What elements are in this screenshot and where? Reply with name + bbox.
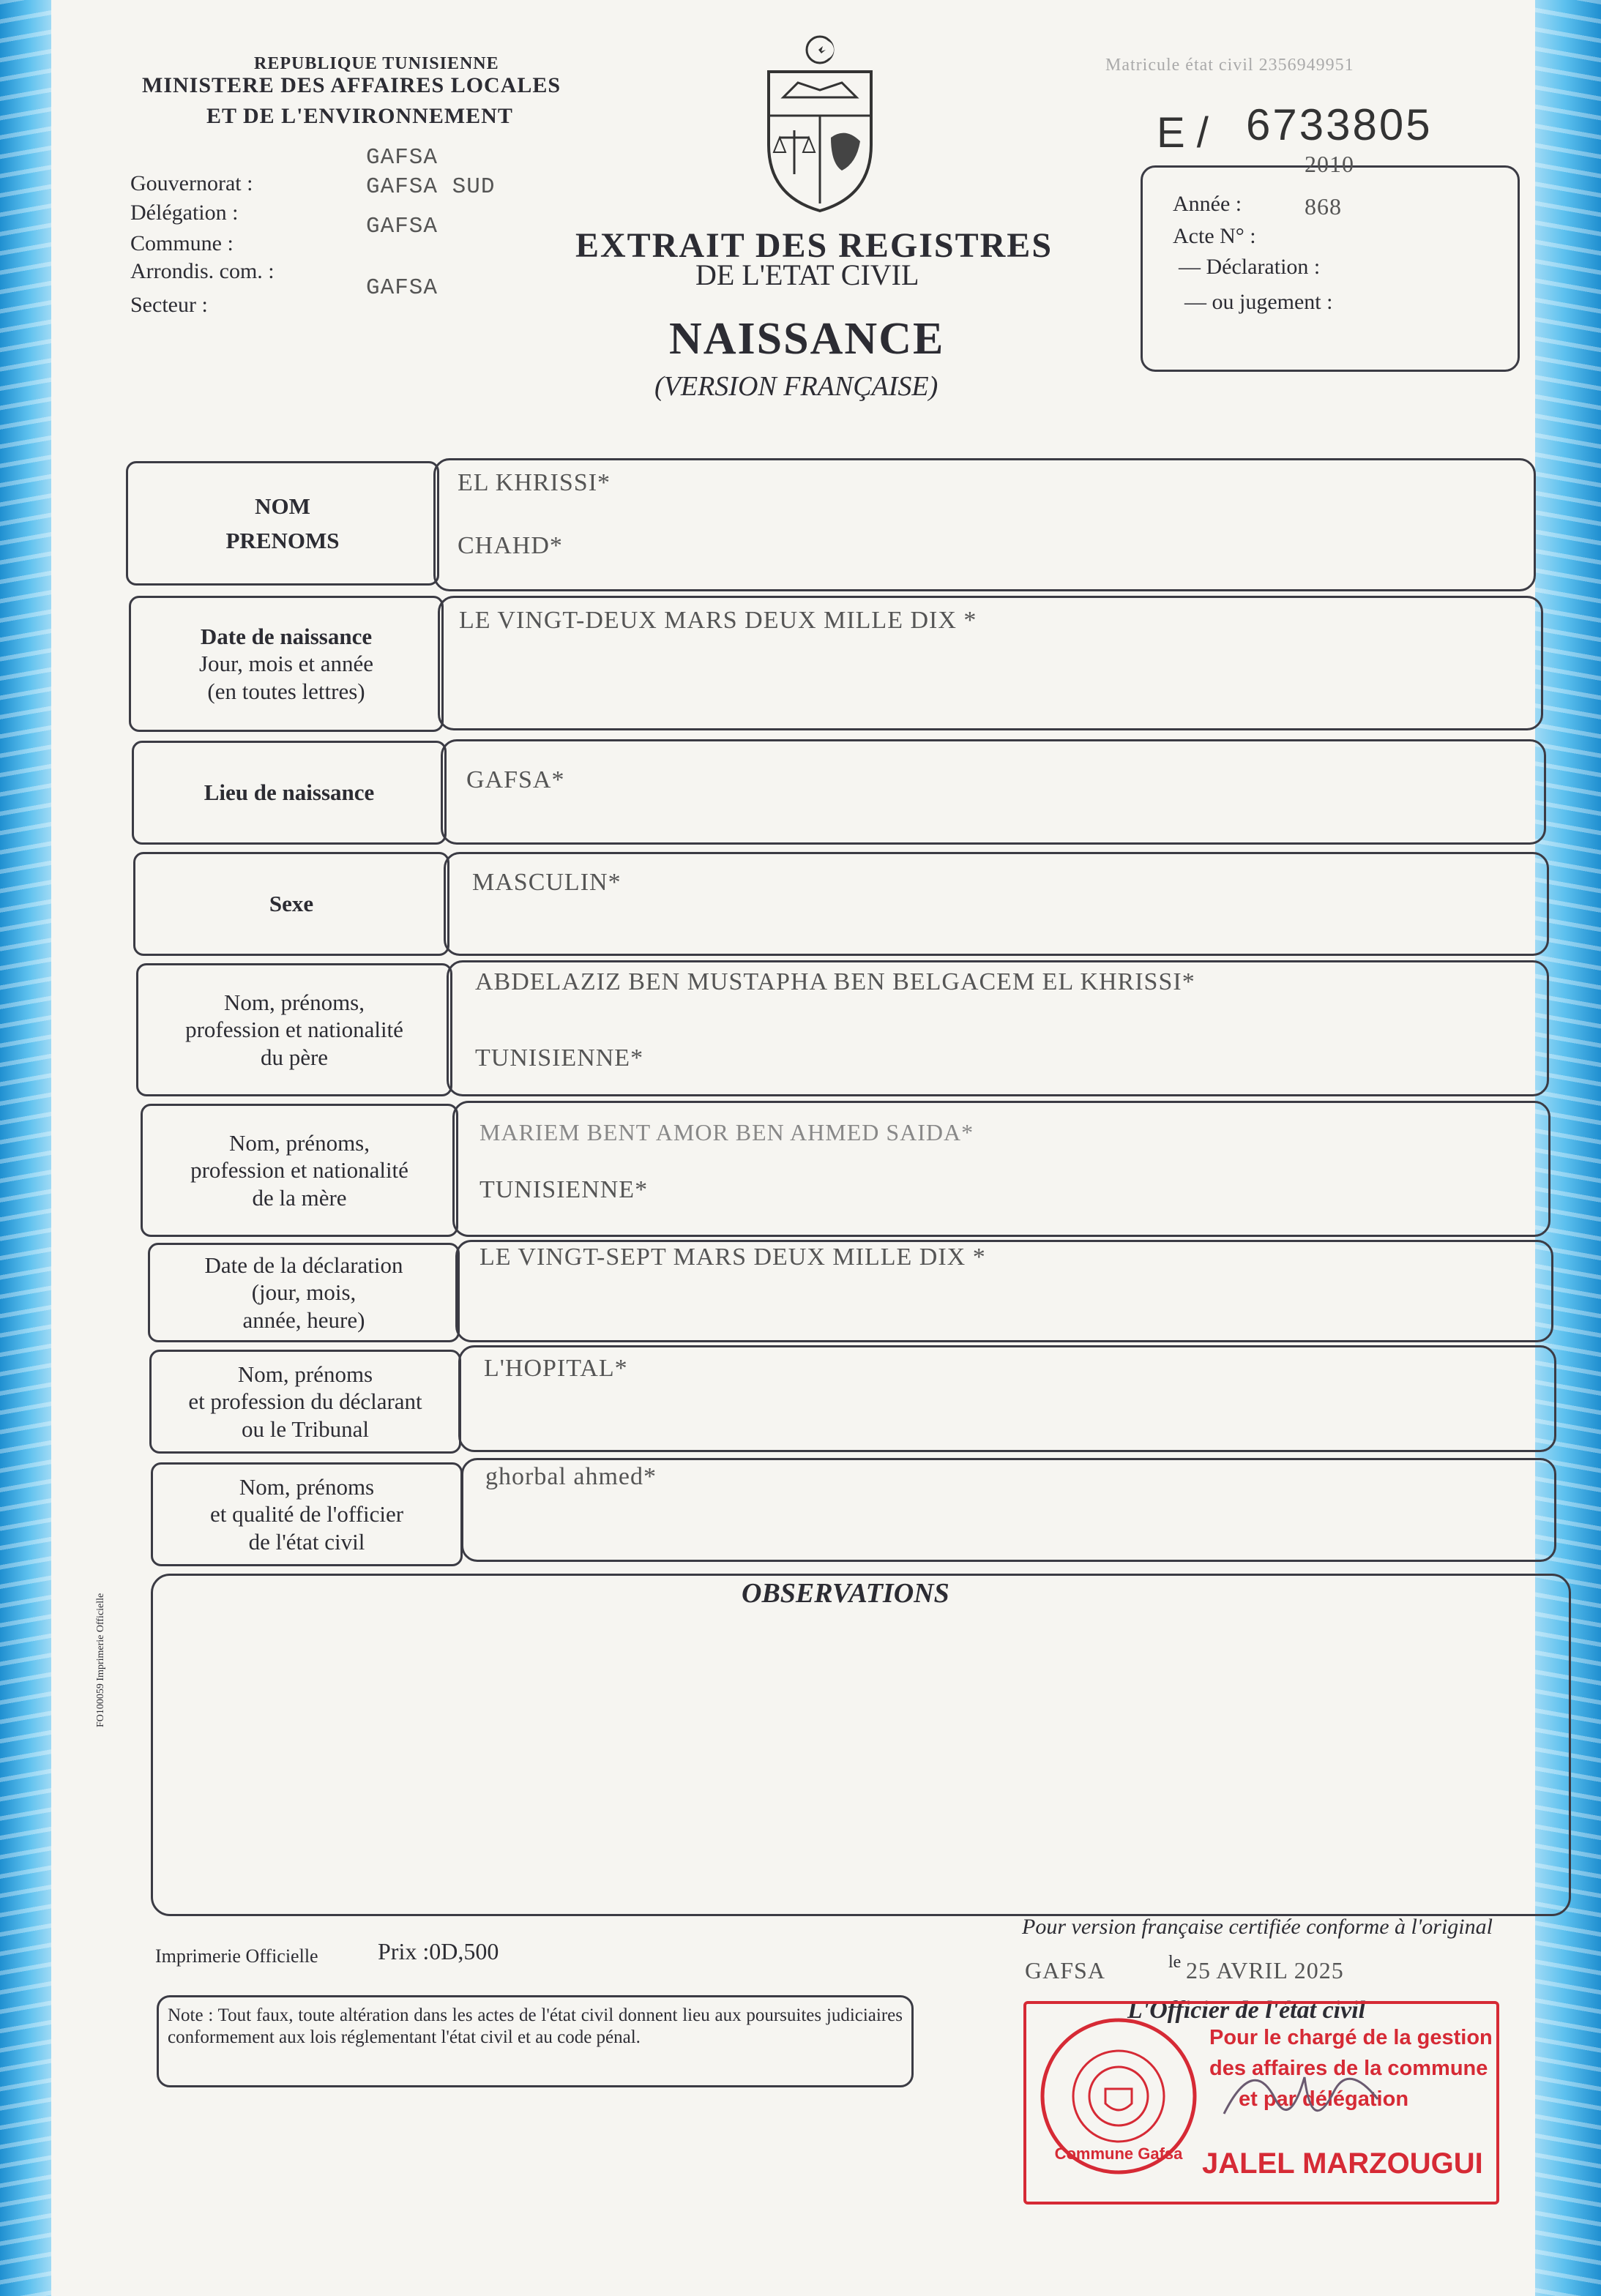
- observations-box: [151, 1574, 1571, 1916]
- commune-value: GAFSA: [366, 214, 438, 239]
- title-extrait: EXTRAIT DES REGISTRES: [575, 226, 1053, 265]
- prenom-value: CHAHD*: [458, 532, 563, 559]
- pere-nationality-value: TUNISIENNE*: [475, 1044, 644, 1072]
- row-nom-value-box: [433, 458, 1536, 591]
- acte-label: Acte N° :: [1173, 224, 1256, 248]
- footer-le: le: [1168, 1953, 1182, 1972]
- title-naissance: NAISSANCE: [669, 314, 945, 364]
- matricule: Matricule état civil 2356949951: [1105, 56, 1354, 75]
- observations-title: OBSERVATIONS: [742, 1578, 949, 1609]
- date-naissance-value: LE VINGT-DEUX MARS DEUX MILLE DIX *: [459, 607, 977, 634]
- row-date-naissance-value-box: [438, 596, 1543, 730]
- title-version: (VERSION FRANÇAISE): [654, 371, 938, 402]
- declaration-value: LE VINGT-SEPT MARS DEUX MILLE DIX *: [479, 1244, 986, 1271]
- secteur-value: GAFSA: [366, 275, 438, 301]
- row-lieu-value-box: [441, 739, 1546, 845]
- note-box: [157, 1995, 914, 2087]
- jugement-label: — ou jugement :: [1184, 290, 1333, 314]
- mere-name-value: MARIEM BENT AMOR BEN AHMED SAIDA*: [479, 1119, 974, 1145]
- delegation-value: GAFSA SUD: [366, 174, 496, 200]
- stamp-line3: et par délégation: [1239, 2087, 1409, 2111]
- stamp-line1: Pour le chargé de la gestion: [1209, 2026, 1493, 2049]
- row-declarant-label: Nom, prénoms et profession du déclarant ou le Tribunal: [149, 1350, 461, 1454]
- officier-value: ghorbal ahmed*: [485, 1463, 657, 1490]
- republic-label: REPUBLIQUE TUNISIENNE: [254, 54, 499, 73]
- row-mere-label: Nom, prénoms, profession et nationalité de la mère: [141, 1104, 458, 1237]
- row-officier-label: Nom, prénoms et qualité de l'officier de l'état civil: [151, 1462, 463, 1566]
- ministry-line1: MINISTERE DES AFFAIRES LOCALES: [142, 73, 561, 97]
- serial-number: 6733805: [1246, 100, 1433, 149]
- row-lieu-label: Lieu de naissance: [132, 741, 447, 845]
- year-value: 2010: [1305, 151, 1354, 177]
- lieu-value: GAFSA*: [466, 766, 565, 793]
- ministry-line2: ET DE L'ENVIRONNEMENT: [206, 104, 513, 128]
- secteur-label: Secteur :: [130, 293, 208, 317]
- gouvernorat-label: Gouvernorat :: [130, 171, 253, 195]
- official-stamp: [1023, 2001, 1499, 2205]
- row-declarant-value-box: [458, 1345, 1556, 1452]
- certified-text: Pour version française certifiée conforme à l'original: [1022, 1915, 1493, 1939]
- row-declaration-label: Date de la déclaration (jour, mois, année, heure): [148, 1243, 460, 1342]
- footer-date: 25 AVRIL 2025: [1186, 1957, 1344, 1983]
- tunisia-coat-of-arms-icon: [754, 28, 886, 218]
- annee-label: Année :: [1173, 192, 1242, 216]
- footer-place: GAFSA: [1025, 1957, 1105, 1983]
- row-sexe-value-box: [444, 852, 1549, 956]
- nom-value: EL KHRISSI*: [458, 469, 611, 496]
- title-etat-civil: DE L'ETAT CIVIL: [695, 258, 919, 291]
- seal-text: Commune Gafsa: [1054, 2144, 1183, 2163]
- pere-name-value: ABDELAZIZ BEN MUSTAPHA BEN BELGACEM EL KHRISSI*: [475, 968, 1195, 995]
- row-declaration-value-box: [455, 1240, 1553, 1342]
- stamp-line2: des affaires de la commune: [1209, 2057, 1488, 2080]
- serial-prefix: E /: [1157, 109, 1209, 157]
- arrondissement-label: Arrondis. com. :: [130, 259, 275, 283]
- mere-nationality-value: TUNISIENNE*: [479, 1176, 649, 1203]
- sexe-value: MASCULIN*: [472, 869, 622, 896]
- row-mere-value-box: [452, 1101, 1550, 1237]
- gouvernorat-value: GAFSA: [366, 145, 438, 171]
- note-text: Note : Tout faux, toute altération dans les actes de l'état civil donnent lieu aux poursuites judiciaires conformement aux lois réglementant l'état civil et au code pénal.: [168, 2005, 903, 2047]
- signature-mark: [1217, 2048, 1392, 2150]
- delegation-label: Délégation :: [130, 201, 239, 225]
- stamp-name: JALEL MARZOUGUI: [1202, 2147, 1483, 2180]
- decorative-left-border: [0, 0, 51, 2296]
- row-nom-label: NOM PRENOMS: [126, 461, 439, 586]
- declaration-label: — Déclaration :: [1179, 255, 1321, 279]
- officer-title: L'Officier de l'état civil: [1127, 1997, 1366, 2024]
- acte-value: 868: [1305, 193, 1342, 220]
- row-sexe-label: Sexe: [133, 852, 449, 956]
- row-pere-label: Nom, prénoms, profession et nationalité du père: [136, 963, 452, 1096]
- commune-label: Commune :: [130, 231, 234, 255]
- row-date-naissance-label: Date de naissance Jour, mois et année (en toutes lettres): [129, 596, 444, 732]
- row-pere-value-box: [447, 960, 1549, 1096]
- prix-label: Prix :0D,500: [378, 1938, 499, 1964]
- imprimerie-label: Imprimerie Officielle: [155, 1945, 318, 1967]
- document-sheet: [51, 0, 1535, 2296]
- row-officier-value-box: [461, 1458, 1556, 1562]
- side-print-code: FO100059 Imprimerie Officielle: [95, 1593, 106, 1727]
- commune-seal-icon: [1038, 2016, 1199, 2177]
- declarant-value: L'HOPITAL*: [484, 1355, 628, 1382]
